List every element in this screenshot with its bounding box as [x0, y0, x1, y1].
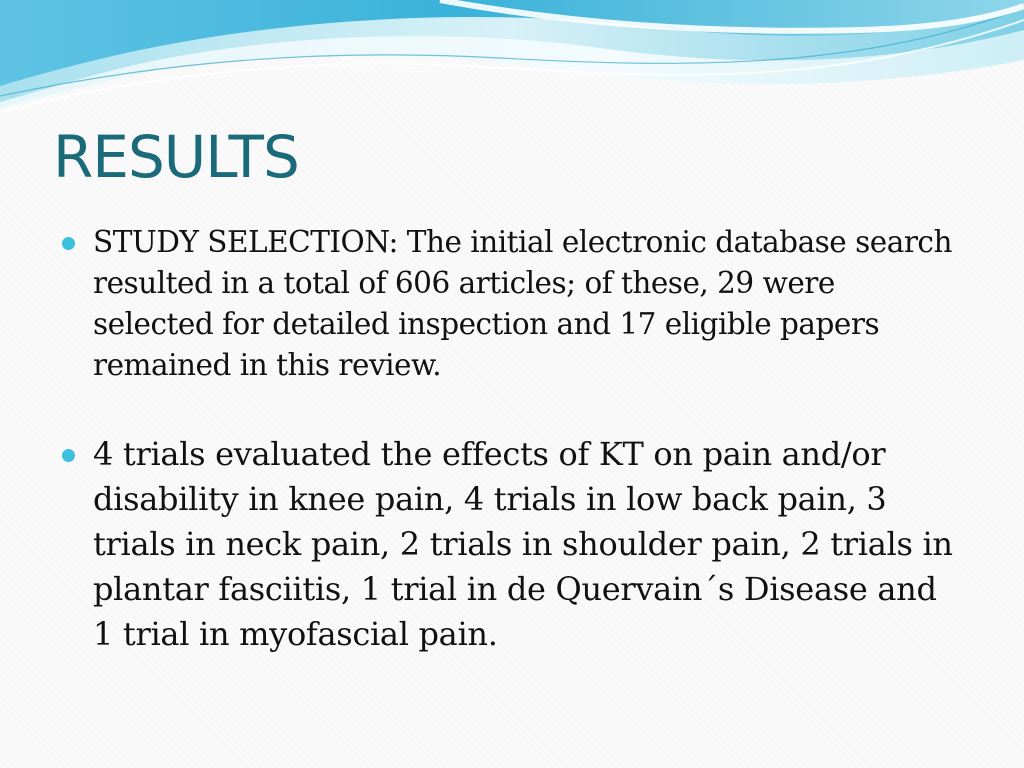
bullet-item-trials	[62, 432, 962, 657]
bullet-dot-icon	[62, 449, 75, 462]
bullet-item-study-selection	[62, 222, 962, 386]
bullet-dot-icon	[62, 237, 75, 250]
header-wave-decoration	[0, 0, 1024, 130]
bullet-text: 4 trials evaluated the effects of KT on pain and/or disability in knee pain, 4 trials in low back pain, 3 trials in neck pain, 2 trials in shoulder pain, 2 trials in plantar fasciitis, 1 trial in de Quervain´s Disease and 1 trial in myofascial pain.	[93, 435, 953, 653]
bullet-text: STUDY SELECTION: The initial electronic database search resulted in a total of 606 articles; of these, 29 were selected for detailed inspection and 17 eligible papers remained in this review.	[93, 225, 952, 382]
bullet-list	[62, 222, 962, 657]
slide-title: RESULTS	[53, 123, 299, 191]
